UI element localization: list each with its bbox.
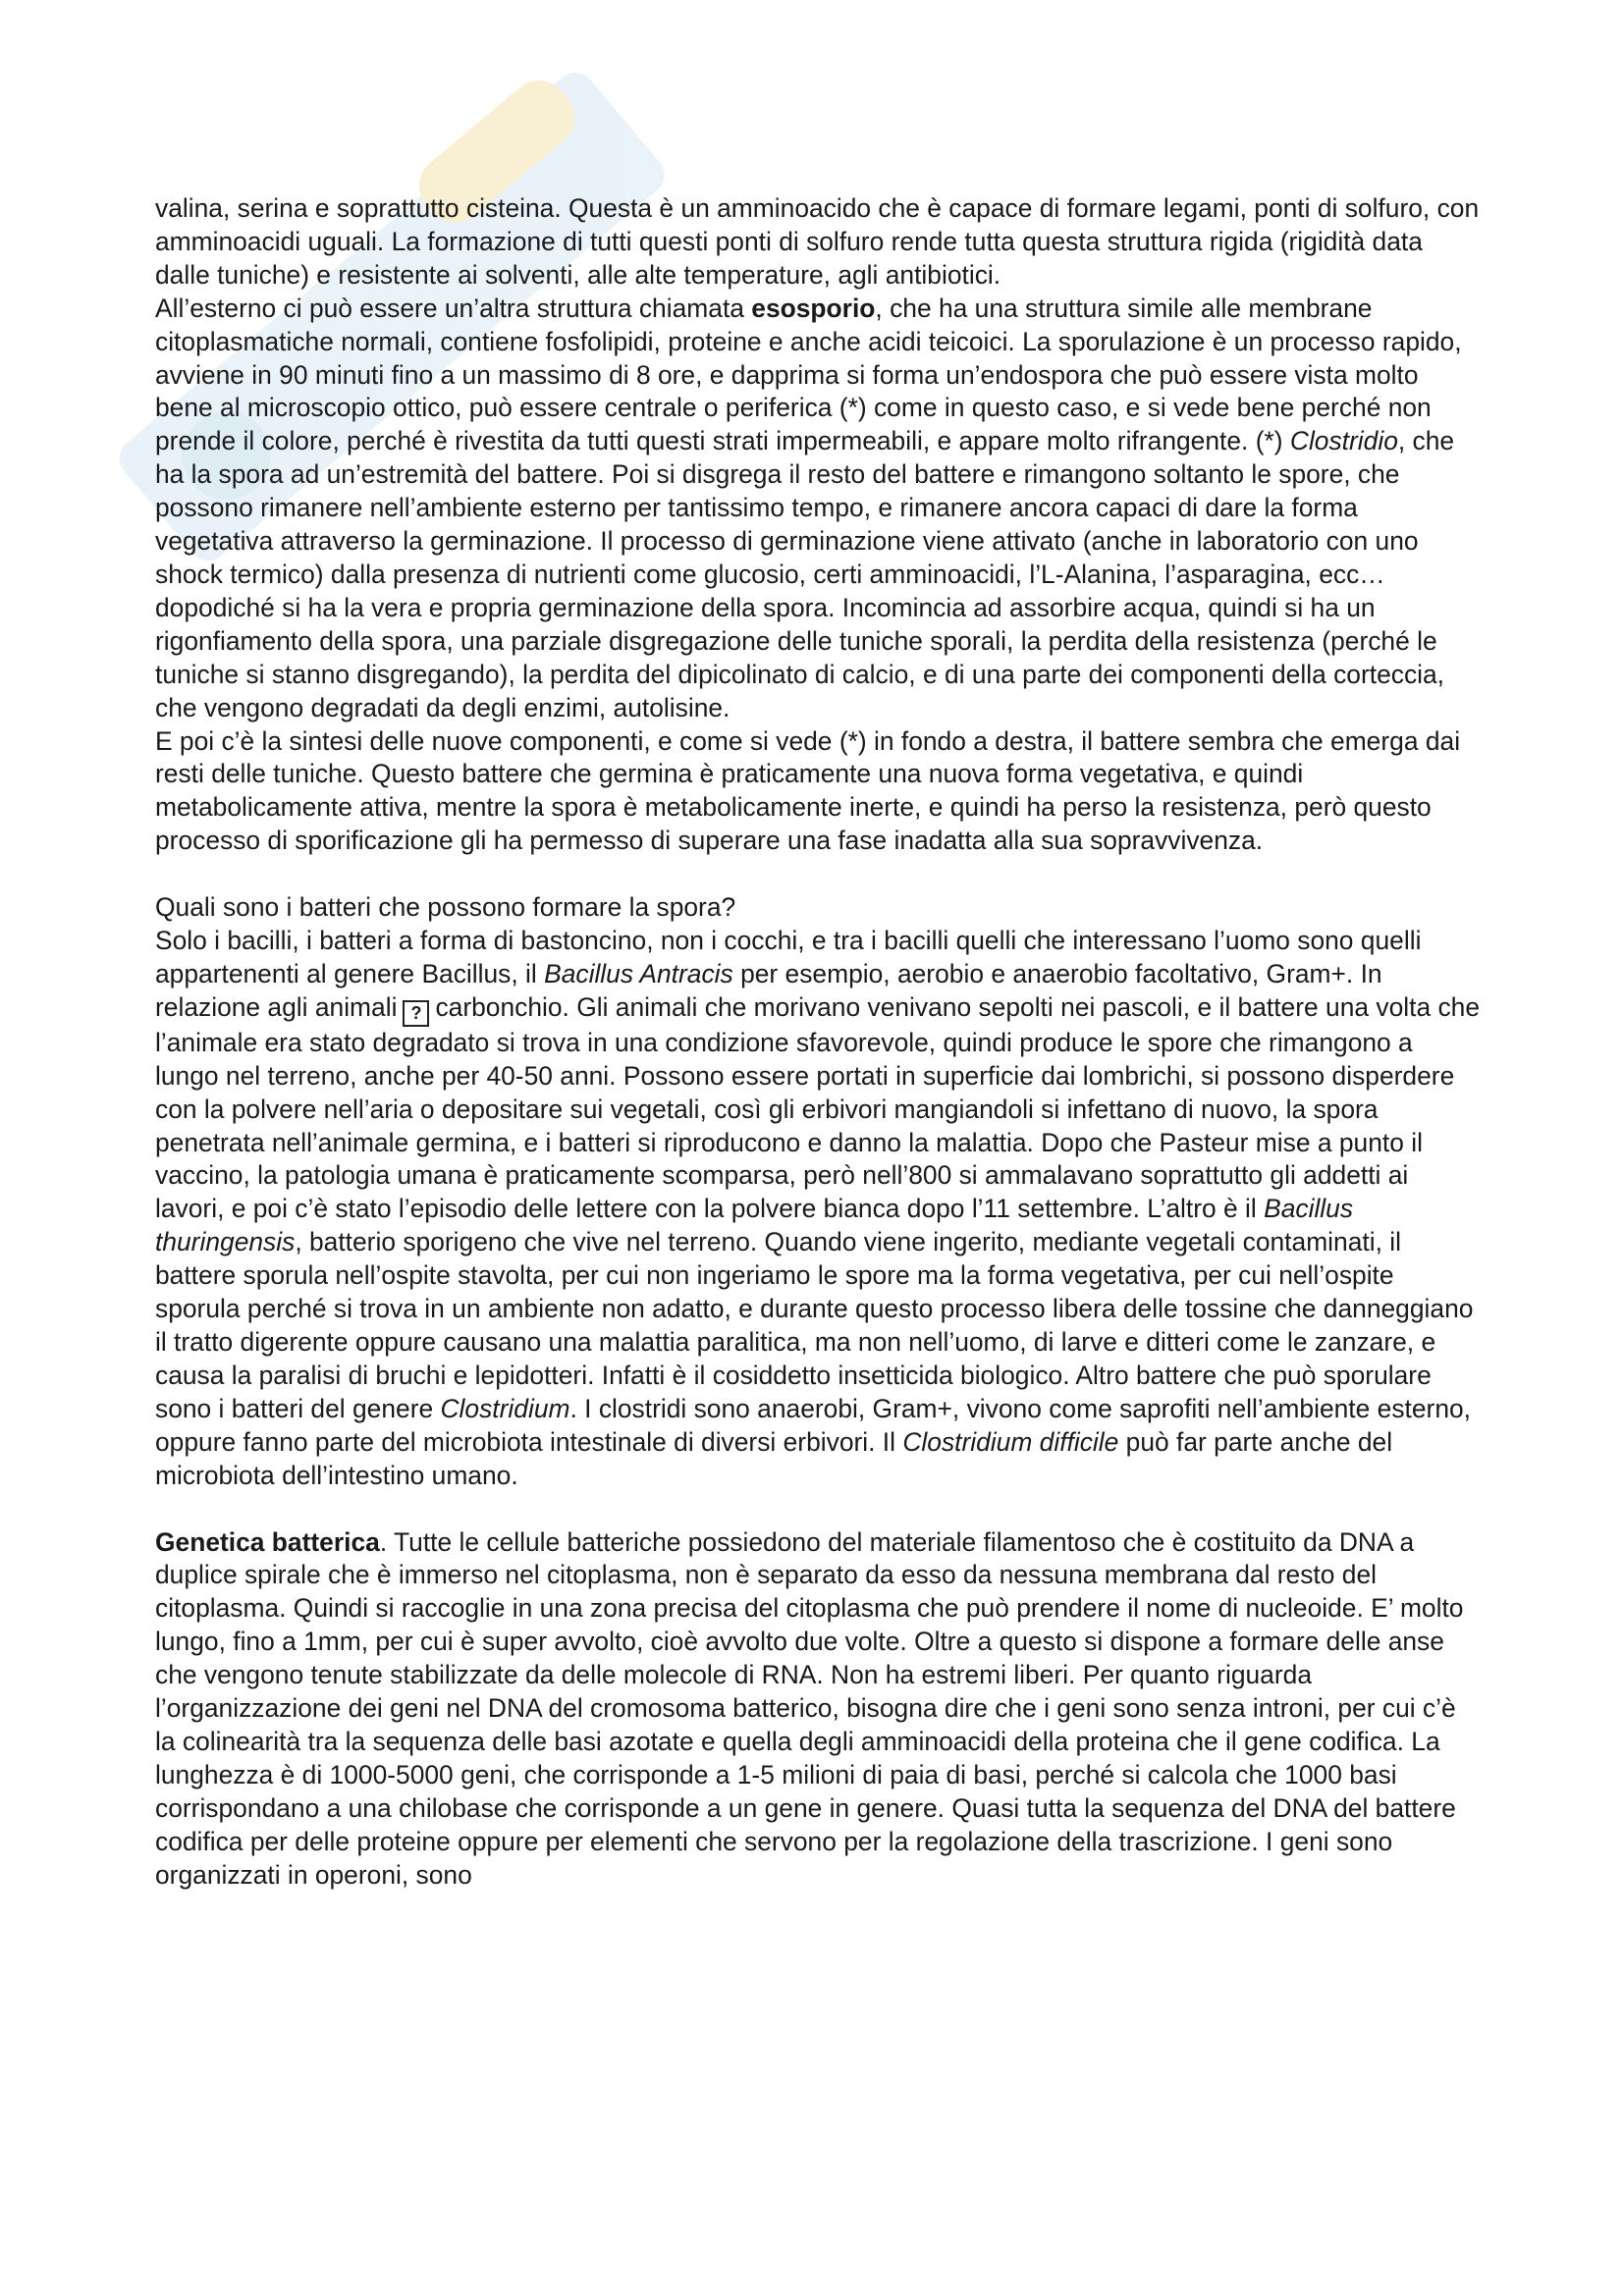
text-run: , che ha la spora ad un’estremità del battere. Poi si disgrega il resto del battere e rimangono soltanto le spore, che possono rimanere nell’ambiente esterno per tantissimo tempo, e rimanere ancora capaci di dare la forma vegetativa attraverso la germinazione. Il processo di germinazione viene attivato (anche in laboratorio con uno shock termico) dalla presenza di nutrienti come glucosio, certi amminoacidi, l’L-Alanina, l’asparagina, ecc… dopodiché si ha la vera e propria germinazione della spora. Incomincia ad assorbire acqua, quindi si ha un rigonfiamento della spora, una parziale disgregazione delle tuniche sporali, la perdita della resistenza (perché le tuniche si stanno disgregando), la perdita del dipicolinato di calcio, e di una parte dei componenti della corteccia, che vengono degradati da degli enzimi, autolisine.: [155, 426, 1455, 722]
text-run: All’esterno ci può essere un’altra struttura chiamata: [155, 293, 752, 323]
document-body: [155, 192, 1483, 1893]
text-run: E poi c’è la sintesi delle nuove componenti, e come si vede (*) in fondo a destra, il battere sembra che emerga dai resti delle tuniche. Questo battere che germina è praticamente una nuova forma vegetativa, e quindi metabolicamente attiva, mentre la spora è metabolicamente inerte, e quindi ha perso la resistenza, però questo processo di sporificazione gli ha permesso di superare una fase inadatta alla sua sopravvivenza.: [155, 725, 1461, 856]
paragraph: [155, 725, 1483, 859]
bold-term: esosporio: [751, 293, 876, 323]
bold-term: Genetica batterica: [155, 1526, 380, 1557]
text-run: . Tutte le cellule batteriche possiedono del materiale filamentoso che è costituito da DNA a duplice spirale che è immerso nel citoplasma, non è separato da esso da nessuna membrana dal resto del citoplasma. Quindi si raccoglie in una zona precisa del citoplasma che può prendere il nome di nucleoide. E’ molto lungo, fino a 1mm, per cui è super avvolto, cioè avvolto due volte. Oltre a questo si dispone a formare delle anse che vengono tenute stabilizzate da delle molecole di RNA. Non ha estremi liberi. Per quanto riguarda l’organizzazione dei geni nel DNA del cromosoma batterico, bisogna dire che i geni sono senza introni, per cui c’è la colinearità tra la sequenza delle basi azotate e quella degli amminoacidi della proteina che il gene codifica. La lunghezza è di 1000-5000 geni, che corrisponde a 1-5 milioni di paia di basi, perché si calcola che 1000 basi corrispondano a una chilobase che corrisponde a un gene in genere. Quasi tutta la sequenza del DNA del battere codifica per delle proteine oppure per elementi che servono per la regolazione della trascrizione. I geni sono organizzati in operoni, sono: [155, 1526, 1464, 1890]
italic-term: Bacillus Antracis: [544, 958, 733, 988]
text-run: . I clostridi sono anaerobi, Gram+, vivono come saprofiti nell’ambiente esterno, oppure fanno parte del microbiota intestinale di diversi erbivori. Il: [155, 1393, 1472, 1457]
paragraph: [155, 891, 1483, 925]
unknown-glyph-icon: ?: [403, 1000, 429, 1027]
text-run: Quali sono i batteri che possono formare la spora?: [155, 892, 736, 923]
paragraph: [155, 925, 1483, 1493]
text-run: per esempio, aerobio e anaerobio facoltativo, Gram+. In relazione agli animali: [155, 958, 1382, 1022]
paragraph: [155, 293, 1483, 725]
italic-term: Bacillus thuringensis: [155, 1194, 1354, 1257]
italic-term: Clostridium: [440, 1393, 570, 1423]
italic-term: Clostridio: [1289, 426, 1398, 456]
text-run: carbonchio. Gli animali che morivano venivano sepolti nei pascoli, e il battere una volta che l’animale era stato degradato si trova in una condizione sfavorevole, quindi produce le spore che rimangono a lungo nel terreno, anche per 40-50 anni. Possono essere portati in superficie dai lombrichi, si possono disperdere con la polvere nell’aria o depositare sui vegetali, così gli erbivori mangiandoli si infettano di nuovo, la spora penetrata nell’animale germina, e i batteri si riproducono e danno la malattia. Dopo che Pasteur mise a punto il vaccino, la patologia umana è praticamente scomparsa, però nell’800 si ammalavano soprattutto gli addetti ai lavori, e poi c’è stato l’episodio delle lettere con la polvere bianca dopo l’11 settembre. L’altro è il: [155, 991, 1481, 1224]
paragraph: [155, 1526, 1483, 1893]
text-run: , batterio sporigeno che vive nel terreno. Quando viene ingerito, mediante vegetali contaminati, il battere sporula nell’ospite stavolta, per cui non ingeriamo le spore ma la forma vegetativa, per cui nell’ospite sporula perché si trova in un ambiente non adatto, e durante questo processo libera delle tossine che danneggiano il tratto digerente oppure causano una malattia paralitica, ma non nell’uomo, di larve e ditteri come le zanzare, e causa la paralisi di bruchi e lepidotteri. Infatti è il cosiddetto insetticida biologico. Altro battere che può sporulare sono i batteri del genere: [155, 1227, 1474, 1423]
text-run: , che ha una struttura simile alle membrane citoplasmatiche normali, contiene fosfolipidi, proteine e anche acidi teicoici. La sporulazione è un processo rapido, avviene in 90 minuti fino a un massimo di 8 ore, e dapprima si forma un’endospora che può essere vista molto bene al microscopio ottico, può essere centrale o periferica (*) come in questo caso, e si vede bene perché non prende il colore, perché è rivestita da tutti questi strati impermeabili, e appare molto rifrangente. (*): [155, 293, 1462, 456]
italic-term: Clostridium difficile: [902, 1426, 1119, 1457]
text-run: può far parte anche del microbiota dell’intestino umano.: [155, 1426, 1393, 1490]
text-run: Solo i bacilli, i batteri a forma di bastoncino, non i cocchi, e tra i bacilli quelli che interessano l’uomo sono quelli appartenenti al genere Bacillus, il: [155, 926, 1422, 988]
text-run: valina, serina e soprattutto cisteina. Questa è un amminoacido che è capace di formare legami, ponti di solfuro, con amminoacidi uguali. La formazione di tutti questi ponti di solfuro rende tutta questa struttura rigida (rigidità data dalle tuniche) e resistente ai solventi, alle alte temperature, agli antibiotici.: [155, 193, 1480, 290]
paragraph: [155, 192, 1483, 293]
